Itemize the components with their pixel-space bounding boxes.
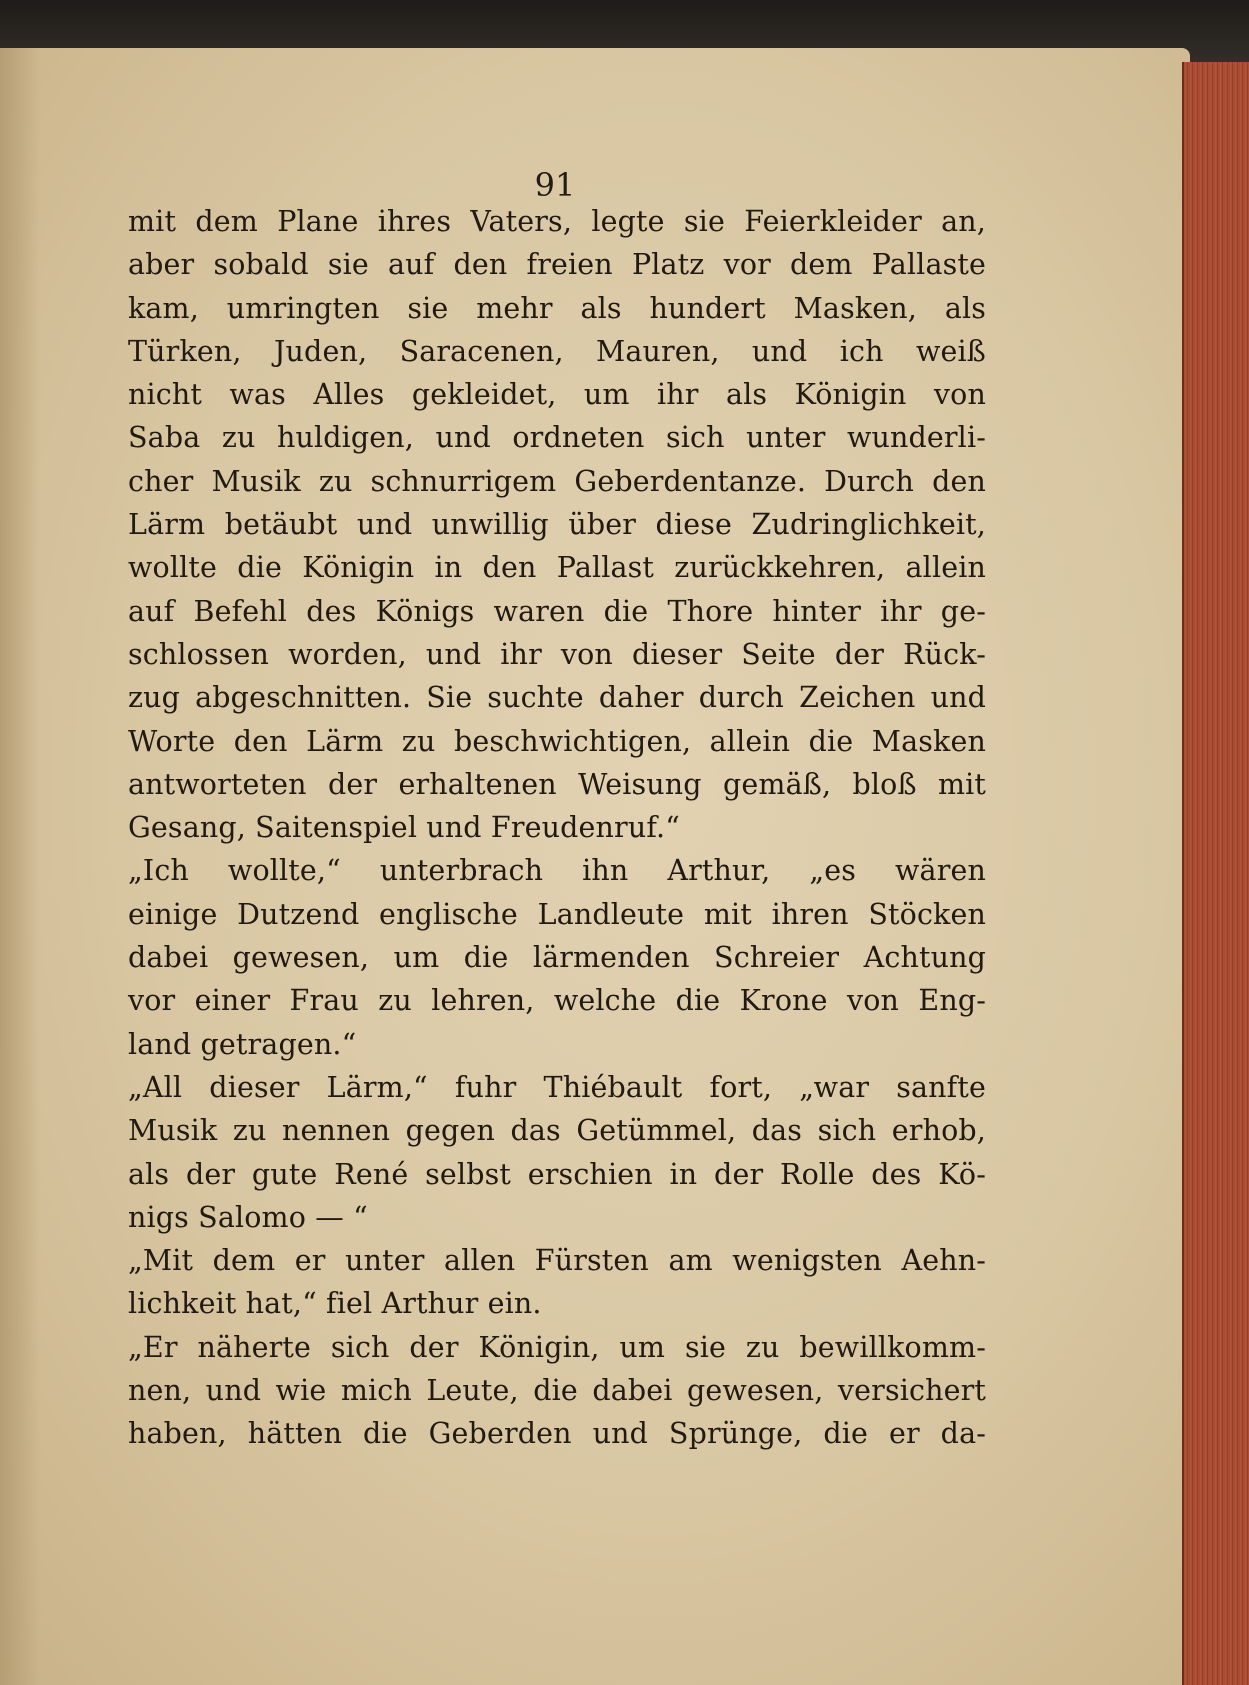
text-line: dabei gewesen, um die lärmenden Schreier Achtung [128,941,986,975]
text-line: Worte den Lärm zu beschwichtigen, allein die Masken [128,724,986,758]
text-line: Musik zu nennen gegen das Getümmel, das sich erhob, [128,1114,986,1148]
text-line: land getragen.“ [128,1027,357,1061]
book-fore-edge [1182,62,1249,1685]
text-line: einige Dutzend englische Landleute mit ihren Stöcken [128,897,986,931]
page-number: 91 [534,166,576,204]
text-line: vor einer Frau zu lehren, welche die Krone von Eng- [128,984,986,1018]
text-line: kam, umringten sie mehr als hundert Masken, als [128,291,986,325]
text-line: nicht was Alles gekleidet, um ihr als Königin von [128,378,986,412]
text-line: mit dem Plane ihres Vaters, legte sie Feierkleider an, [128,205,986,238]
text-line: antworteten der erhaltenen Weisung gemäß, bloß mit [128,767,986,801]
text-line: Lärm betäubt und unwillig über diese Zudringlichkeit, [128,508,986,542]
text-line: cher Musik zu schnurrigem Geberdentanze. Durch den [128,464,986,498]
text-line: wollte die Königin in den Pallast zurückkehren, allein [128,551,986,585]
text-line: „Er näherte sich der Königin, um sie zu bewillkomm- [128,1330,986,1364]
body-text [128,200,986,1456]
text-line: nen, und wie mich Leute, die dabei gewesen, versichert [128,1374,986,1408]
text-line: Türken, Juden, Saracenen, Mauren, und ich weiß [128,334,986,368]
text-line: schlossen worden, und ihr von dieser Seite der Rück- [128,637,986,671]
text-line: auf Befehl des Königs waren die Thore hinter ihr ge- [128,594,986,628]
text-line: nigs Salomo — “ [128,1200,368,1234]
text-line: als der gute René selbst erschien in der Rolle des Kö- [128,1157,986,1191]
text-line: „All dieser Lärm,“ fuhr Thiébault fort, „war sanfte [128,1070,986,1104]
text-line: „Mit dem er unter allen Fürsten am wenigsten Aehn- [128,1244,986,1278]
text-line: aber sobald sie auf den freien Platz vor dem Pallaste [128,248,986,282]
text-line: Gesang, Saitenspiel und Freudenruf.“ [128,811,680,845]
text-line: „Ich wollte,“ unterbrach ihn Arthur, „es wären [128,854,986,888]
text-line: lichkeit hat,“ fiel Arthur ein. [128,1287,542,1321]
text-line: Saba zu huldigen, und ordneten sich unter wunderli- [128,421,986,455]
text-line: zug abgeschnitten. Sie suchte daher durch Zeichen und [128,681,986,715]
text-line: haben, hätten die Geberden und Sprünge, die er da- [128,1417,986,1451]
